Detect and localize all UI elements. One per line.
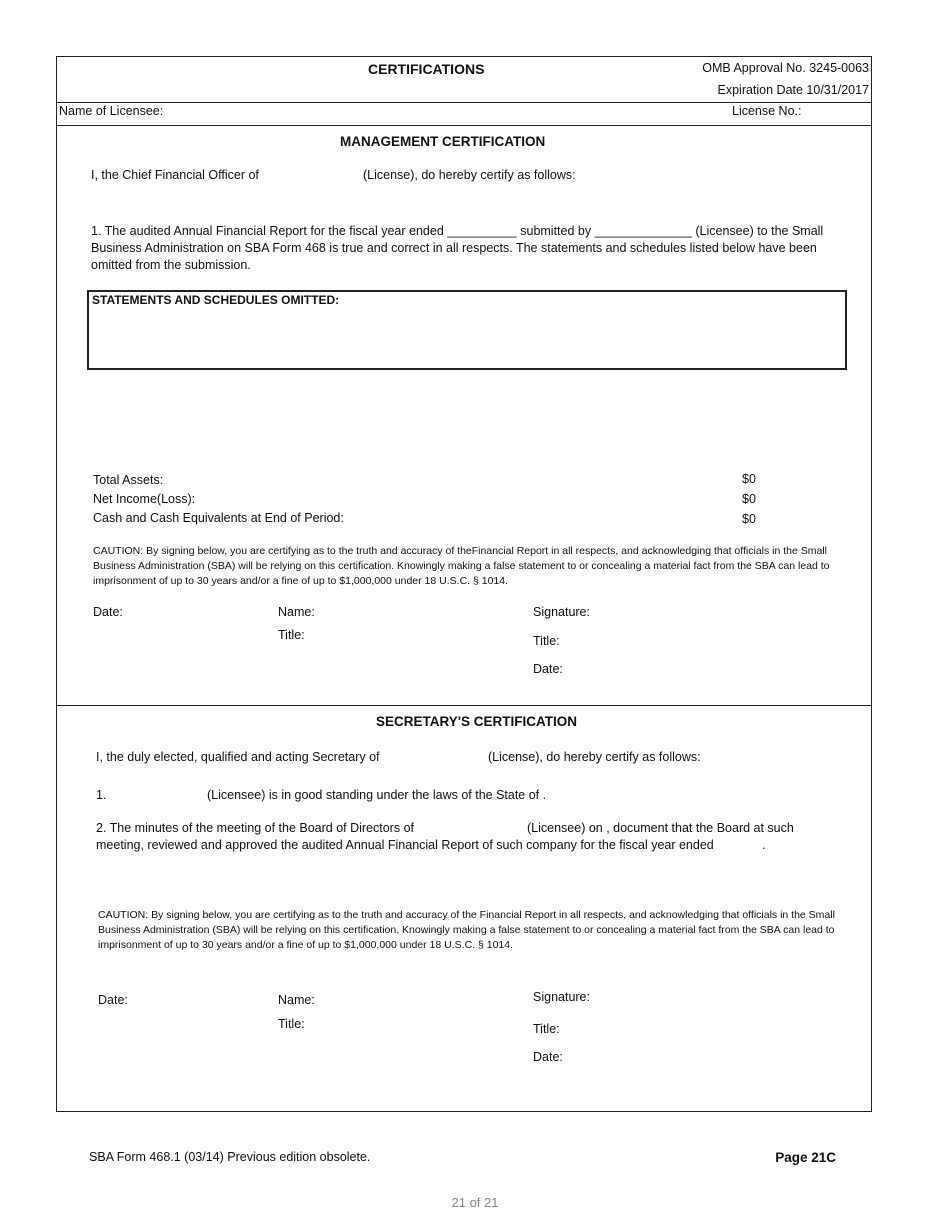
secretary-name-label: Name:	[278, 993, 315, 1007]
total-assets-label: Total Assets:	[93, 473, 164, 487]
secretary-item-1-text: (Licensee) is in good standing under the laws of the State of .	[207, 788, 547, 802]
form-footer: SBA Form 468.1 (03/14) Previous edition obsolete.	[89, 1150, 371, 1164]
total-assets-value: $0	[742, 472, 756, 486]
management-caution: CAUTION: By signing below, you are certifying as to the truth and accuracy of theFinancial Report in all respects, and acknowledging that officials in the Small Business Administration (SBA) will be relying on this certification. Knowingly making a false statement to or concealing a material fact from the SBA can lead to imprisonment of up to 30 years and/or a fine of up to $1,000,000 under 18 U.S.C. § 1014.	[93, 545, 830, 587]
cash-equivalents-label: Cash and Cash Equivalents at End of Period:	[93, 511, 344, 525]
management-sig-date-label: Date:	[533, 662, 563, 676]
secretary-intro-left: I, the duly elected, qualified and acting Secretary of	[96, 750, 380, 764]
management-intro-right: (License), do hereby certify as follows:	[363, 168, 576, 182]
secretary-caution: CAUTION: By signing below, you are certifying as to the truth and accuracy of the Financial Report in all respects, and acknowledging that officials in the Small Business Administration (SBA) will be relying on this certification. Knowingly making a false statement to or concealing a material fact from the SBA can lead to imprisonment of up to 30 years and/or a fine of up to $1,000,000 under 18 U.S.C. § 1014.	[98, 909, 835, 951]
secretary-heading: SECRETARY'S CERTIFICATION	[376, 714, 577, 729]
secretary-sig-title-label: Title:	[533, 1022, 560, 1036]
secretary-item-2-left: 2. The minutes of the meeting of the Board of Directors of	[96, 821, 414, 835]
omb-approval: OMB Approval No. 3245-0063	[702, 61, 869, 75]
management-intro-left: I, the Chief Financial Officer of	[91, 168, 259, 182]
management-title-label: Title:	[278, 628, 305, 642]
net-income-value: $0	[742, 492, 756, 506]
management-sig-title-label: Title:	[533, 634, 560, 648]
omitted-statements-box	[87, 290, 847, 370]
secretary-item-2-line2: meeting, reviewed and approved the audited Annual Financial Report of such company for the fiscal year ended	[96, 838, 714, 852]
secretary-sig-date-label: Date:	[533, 1050, 563, 1064]
cash-equivalents-value: $0	[742, 512, 756, 526]
page-label: Page 21C	[775, 1150, 836, 1165]
section-divider	[56, 705, 872, 706]
form-title: CERTIFICATIONS	[368, 61, 485, 77]
license-no-label: License No.:	[732, 104, 802, 118]
viewer-page-indicator: 21 of 21	[451, 1195, 499, 1210]
header-divider	[56, 102, 872, 103]
management-name-label: Name:	[278, 605, 315, 619]
management-item-1: 1. The audited Annual Financial Report for the fiscal year ended __________ submitted by ______________ (Licensee) to the Small Business Administration on SBA Form 468 is true and correct in all respects. The statements and schedules listed below have been omitted from the submission.	[91, 224, 824, 272]
secretary-item-1-number: 1.	[96, 788, 107, 802]
secretary-title-label: Title:	[278, 1017, 305, 1031]
secretary-item-2-right: (Licensee) on , document that the Board at such	[527, 821, 794, 835]
secretary-date-label: Date:	[98, 993, 128, 1007]
secretary-signature-label: Signature:	[533, 990, 590, 1004]
net-income-label: Net Income(Loss):	[93, 492, 196, 506]
management-date-label: Date:	[93, 605, 123, 619]
licensee-divider	[56, 125, 872, 126]
licensee-name-label: Name of Licensee:	[59, 104, 164, 118]
management-signature-label: Signature:	[533, 605, 590, 619]
secretary-item-2-end: .	[762, 838, 766, 852]
management-heading: MANAGEMENT CERTIFICATION	[340, 134, 546, 149]
omitted-heading: STATEMENTS AND SCHEDULES OMITTED:	[92, 293, 340, 307]
secretary-intro-right: (License), do hereby certify as follows:	[488, 750, 701, 764]
expiration-date: Expiration Date 10/31/2017	[717, 83, 869, 97]
